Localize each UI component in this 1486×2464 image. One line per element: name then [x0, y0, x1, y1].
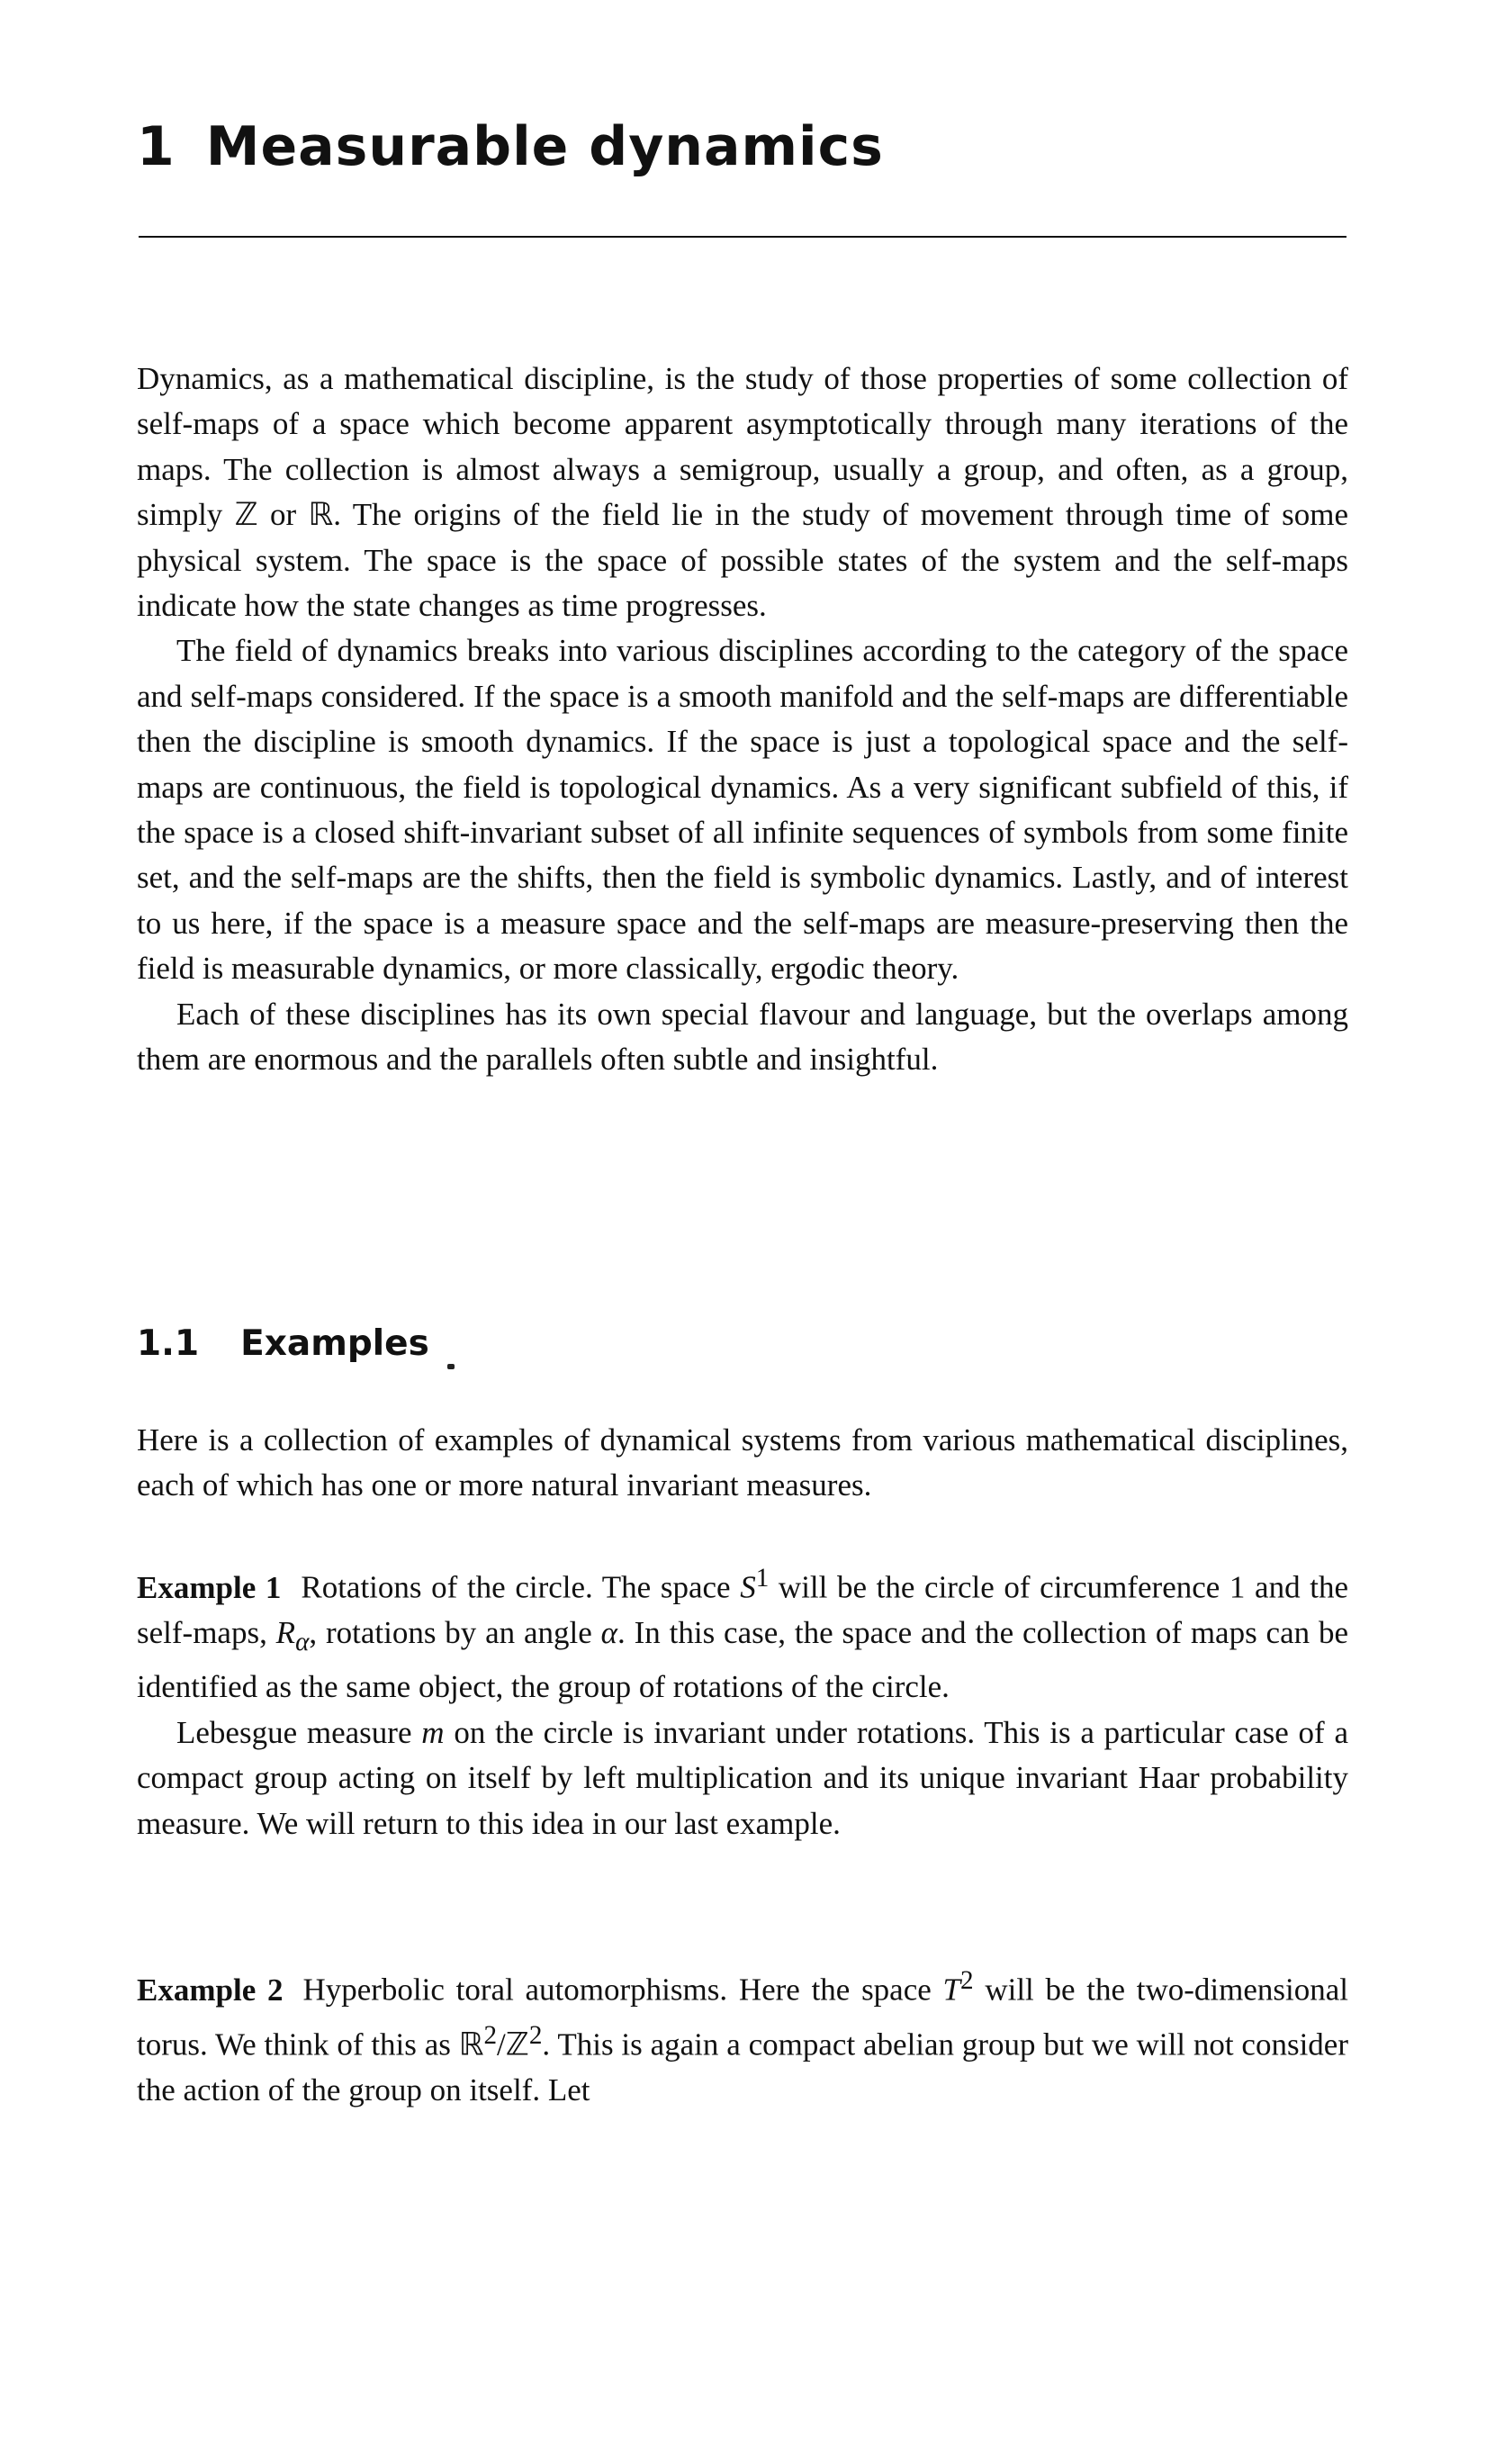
text-run: . This is again a compact abelian group but we will not consider the action of the group on itself. Let: [137, 2026, 1348, 2108]
math-S: S: [740, 1569, 756, 1605]
ink-mark: [447, 1364, 455, 1369]
example-1-paragraph-2: [137, 1710, 1348, 1846]
text-run: Lebesgue measure: [176, 1714, 422, 1750]
intro-text: [137, 357, 1348, 1083]
math-superscript: 1: [755, 1564, 770, 1593]
text-run: . In this case, the space and the collection of maps can be identified as the same object, the group of rotations of the circle.: [137, 1615, 1349, 1705]
section-number: 1.1: [137, 1323, 200, 1364]
math-slash: /: [497, 2026, 506, 2062]
chapter-title-text: Measurable dynamics: [205, 115, 884, 178]
example-1-paragraph-1: [137, 1556, 1348, 1710]
math-superscript: 2: [960, 1966, 974, 1995]
text-run: Hyperbolic toral automorphisms. Here the space: [302, 1972, 943, 2008]
text-run: Rotations of the circle. The space: [301, 1569, 741, 1605]
section-intro-paragraph: Here is a collection of examples of dynamical systems from various mathematical disciplines, each of which has one or more natural invariant measures.: [137, 1422, 1348, 1503]
section-intro-text: [137, 1418, 1348, 1509]
math-R: R: [275, 1615, 296, 1651]
example-1-label: Example 1: [137, 1569, 282, 1605]
text-run: on the circle is invariant under rotations. This is a particular case of a compact group acting on itself by left multiplication and its unique invariant Haar probability measure. We will return to this idea in our last example.: [137, 1714, 1348, 1841]
section-heading: [137, 1323, 455, 1369]
example-2-paragraph-1: [137, 1958, 1348, 2114]
example-1: [137, 1556, 1348, 1846]
intro-paragraph-3: Each of these disciplines has its own special flavour and language, but the overlaps among them are enormous and the parallels often subtle and insightful.: [137, 996, 1348, 1078]
example-2-label: Example 2: [137, 1972, 284, 2008]
intro-paragraph-1: Dynamics, as a mathematical discipline, is the study of those properties of some collection of self-maps of a space which become apparent asymptotically through many iterations of the maps. The collection is almost always a semigroup, usually a group, and often, as a group, simply ℤ or ℝ. The origins of the field lie in the study of movement through time of some physical system. The space is the space of possible states of the system and the self-maps indicate how the state changes as time progresses.: [137, 361, 1348, 624]
text-run: will be the circle of circumference 1 and the self-maps,: [137, 1569, 1348, 1651]
chapter-number: 1: [137, 115, 176, 178]
math-subscript-alpha: α: [295, 1628, 310, 1657]
section-title-text: Examples: [240, 1323, 429, 1364]
title-rule: [139, 236, 1346, 238]
math-superscript: 2: [528, 2021, 543, 2051]
chapter-title: [137, 115, 884, 178]
text-run: will be the two-dimensional torus. We think of this as: [137, 1972, 1348, 2062]
math-integers: ℤ: [505, 2026, 529, 2062]
text-run: , rotations by an angle: [309, 1615, 601, 1651]
math-reals: ℝ: [458, 2026, 484, 2062]
intro-paragraph-2: The field of dynamics breaks into various disciplines according to the category of the space and self-maps considered. If the space is a smooth manifold and the self-maps are differentiable then the discipline is smooth dynamics. If the space is just a topological space and the self-maps are continuous, the field is topological dynamics. As a very significant subfield of this, if the space is a closed shift-invariant subset of all infinite sequences of symbols from some finite set, and the self-maps are the shifts, then the field is symbolic dynamics. Lastly, and of interest to us here, if the space is a measure space and the self-maps are measure-preserving then the field is measurable dynamics, or more classically, ergodic theory.: [137, 633, 1348, 987]
math-superscript: 2: [483, 2021, 498, 2051]
math-m: m: [421, 1714, 445, 1750]
math-T: T: [942, 1972, 960, 2008]
example-2: [137, 1958, 1348, 2114]
math-alpha: α: [600, 1615, 618, 1651]
